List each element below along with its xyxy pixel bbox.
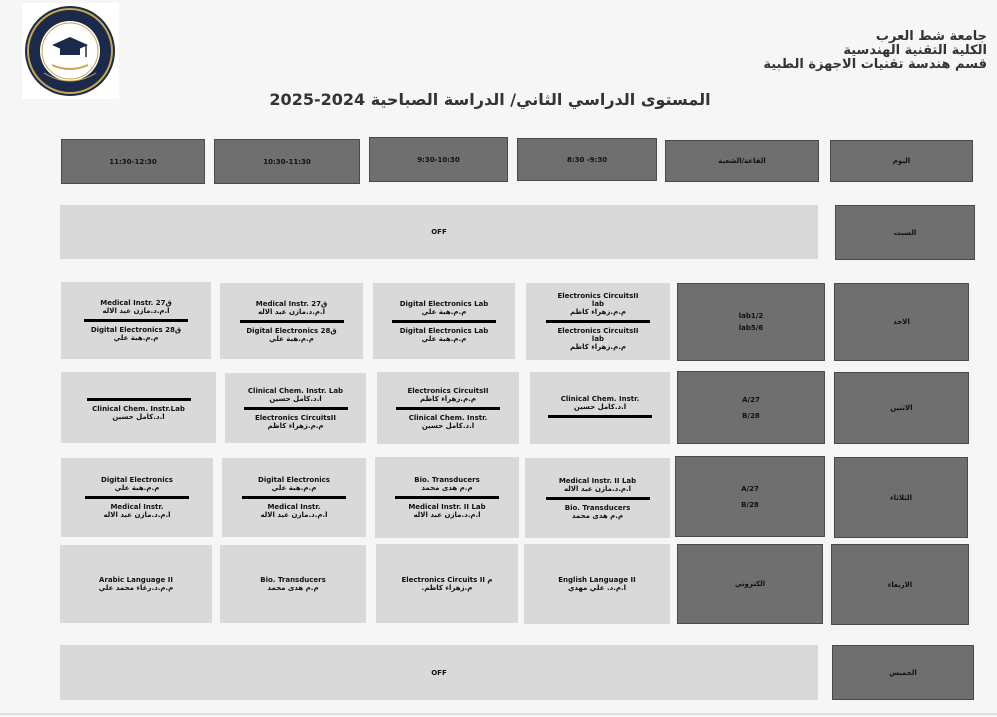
course-name: Electronics Circuits II م (401, 575, 493, 584)
header-time-3 (214, 139, 360, 184)
instructor-name: ا.م.د.مازن عبد الاله (257, 307, 326, 316)
thursday-off (60, 645, 818, 700)
instructor-name: م.م.هبة علي (421, 334, 467, 343)
course-name: Electronics CircuitsII (407, 386, 489, 395)
tuesday-slot-4 (61, 458, 213, 537)
course-name: Digital Electronics 28ق (90, 326, 182, 334)
header-hall-label: القاعة/الشعبة (718, 157, 766, 165)
university-logo (22, 3, 119, 99)
header-time-3-label: 10:30-11:30 (263, 157, 311, 166)
header-time-1-label: 8:30 -9:30 (566, 155, 608, 164)
header-time-1 (517, 138, 657, 181)
day-sunday (834, 283, 969, 361)
monday-slot-4 (61, 372, 216, 443)
instructor-name: ا.د.كامل حسين (421, 421, 475, 430)
tuesday-slot-1 (525, 458, 670, 538)
monday-slot-2 (377, 372, 519, 444)
header-time-2-label: 9:30-10:30 (417, 155, 460, 164)
course-name: Medical Instr. (267, 503, 321, 511)
instructor-name: م.م.زهراء كاظم (569, 308, 626, 316)
instructor-name: م.م هدى محمد (421, 484, 473, 492)
course-name: Digital Electronics (101, 476, 173, 484)
monday-slot-1 (530, 372, 670, 444)
instructor-name: ا.م.د.مازن عبد الاله (102, 307, 170, 315)
day-tuesday (834, 457, 968, 538)
wednesday-slot-4 (60, 545, 212, 623)
course-name: Medical Instr. 27ق (100, 299, 172, 307)
header-time-4 (61, 139, 205, 184)
hall-label: B/28 (741, 500, 759, 509)
sunday-slot-2 (373, 283, 515, 359)
day-wednesday-label: الاربعاء (887, 580, 913, 589)
wednesday-hall (677, 544, 823, 624)
header-time-2 (369, 137, 508, 182)
course-name: Medical Instr. 27ق (255, 299, 328, 308)
instructor-name: م.م.هبة علي (271, 484, 317, 492)
instructor-name: ا.م.د.مازن عبد الاله (260, 511, 328, 519)
instructor-name: م.م.هبة علي (421, 307, 467, 316)
day-thursday (832, 645, 974, 700)
college-name: الكلية التقنية الهندسية (843, 43, 987, 58)
wednesday-slot-3 (220, 545, 366, 623)
course-name: Bio. Transducers (564, 503, 631, 512)
saturday-off (60, 205, 818, 259)
course-name: Digital Electronics Lab (399, 326, 489, 335)
instructor-name: ا.م.د.مازن عبد الاله (103, 511, 171, 519)
sunday-slot-4 (61, 282, 211, 359)
divider (546, 320, 650, 323)
instructor-name: م.م.زهراء كاظم (569, 343, 626, 351)
course-name: Electronics CircuitsII (557, 327, 639, 335)
instructor-name: ا.د.كامل حسين (112, 413, 165, 421)
course-name: Digital Electronics (258, 476, 330, 484)
course-name: Digital Electronics 28ق (246, 326, 337, 335)
course-name: Medical Instr. II Lab (558, 476, 637, 485)
day-saturday-label: السبت (893, 228, 917, 237)
header-hall (665, 140, 819, 182)
divider (87, 398, 191, 401)
hall-label: lab1/2 (738, 312, 764, 320)
instructor-name: م.م.هبة علي (113, 334, 159, 342)
divider (548, 415, 652, 418)
instructor-name: م.زهراء كاظم. (421, 583, 473, 592)
divider (395, 496, 499, 499)
university-name: جامعة شط العرب (875, 29, 987, 44)
course-name: Arabic Language II (99, 576, 173, 584)
day-monday (834, 372, 969, 444)
instructor-name: م.م.هبة علي (269, 334, 314, 343)
course-name: Clinical Chem. Instr.Lab (92, 405, 185, 413)
instructor-name: ا.م.د.مازن عبد الاله (413, 511, 481, 519)
divider (396, 407, 500, 410)
page-title: المستوى الدراسي الثاني/ الدراسة الصباحية 2024-2025 (269, 90, 711, 109)
instructor-name: ا.د.كامل حسين (269, 394, 322, 403)
course-name: Electronics CircuitsII (557, 292, 639, 300)
divider (392, 320, 496, 323)
instructor-name: ا.م.د.مازن عبد الاله (563, 484, 632, 493)
wednesday-slot-2 (376, 544, 518, 623)
instructor-name: م.م هدى محمد (571, 511, 624, 520)
sunday-hall (677, 283, 825, 361)
course-name: Bio. Transducers (260, 576, 326, 584)
day-sunday-label: الاحد (893, 318, 910, 326)
instructor-name: م.م هدى محمد (267, 584, 319, 592)
divider (240, 320, 344, 323)
header-day-label: اليوم (892, 157, 911, 165)
instructor-name: م.م.زهراء كاظم (267, 421, 324, 430)
tuesday-hall (675, 456, 825, 537)
day-monday-label: الاثنين (890, 404, 913, 412)
day-saturday (835, 205, 975, 260)
wednesday-slot-1 (524, 544, 670, 624)
department-name: قسم هندسة تقنيات الاجهزة الطبية (763, 57, 987, 72)
tuesday-slot-3 (222, 458, 366, 537)
hall-label: A/27 (742, 395, 760, 404)
monday-hall (677, 371, 825, 444)
course-name: Clinical Chem. Instr. (560, 394, 640, 403)
divider (244, 407, 348, 410)
course-name: Bio. Transducers (414, 476, 480, 484)
instructor-name: م.م.زهراء كاظم (419, 394, 476, 403)
hall-label: A/27 (741, 484, 759, 493)
sunday-slot-1 (526, 283, 670, 360)
day-thursday-label: الخميس (889, 668, 917, 677)
course-type: lab (591, 300, 605, 308)
hall-label: lab5/6 (738, 324, 764, 332)
divider (242, 496, 346, 499)
instructor-name: ا.م.د. علي مهدي (567, 584, 627, 592)
day-wednesday (831, 544, 969, 625)
divider (84, 319, 188, 322)
header-block (763, 30, 987, 72)
course-name: Clinical Chem. Instr. (408, 413, 488, 422)
saturday-off-label: OFF (431, 228, 447, 236)
thursday-off-label: OFF (431, 668, 447, 677)
instructor-name: م.م.هبة علي (114, 484, 160, 492)
course-name: Medical Instr. II Lab (408, 503, 486, 511)
course-name: English Language II (558, 576, 636, 584)
divider (546, 497, 650, 500)
divider (85, 496, 189, 499)
course-name: Electronics CircuitsII (254, 413, 337, 422)
sunday-slot-3 (220, 283, 363, 359)
header-time-4-label: 11:30-12:30 (109, 157, 157, 166)
course-type: lab (591, 335, 605, 343)
instructor-name: ا.د.كامل حسين (573, 402, 627, 411)
course-name: Medical Instr. (110, 503, 164, 511)
university-seal-icon (22, 3, 119, 99)
course-name: Digital Electronics Lab (399, 299, 489, 308)
tuesday-slot-2 (375, 457, 519, 538)
page-bottom-border (0, 713, 997, 715)
day-tuesday-label: الثلاثاء (889, 493, 913, 502)
monday-slot-3 (225, 373, 366, 443)
header-day (830, 140, 973, 182)
instructor-name: م.م.د.رغاء محمد علي (98, 584, 174, 592)
hall-label: B/28 (742, 411, 760, 420)
hall-label: الكتروني (734, 580, 766, 588)
course-name: Clinical Chem. Instr. Lab (247, 386, 344, 395)
